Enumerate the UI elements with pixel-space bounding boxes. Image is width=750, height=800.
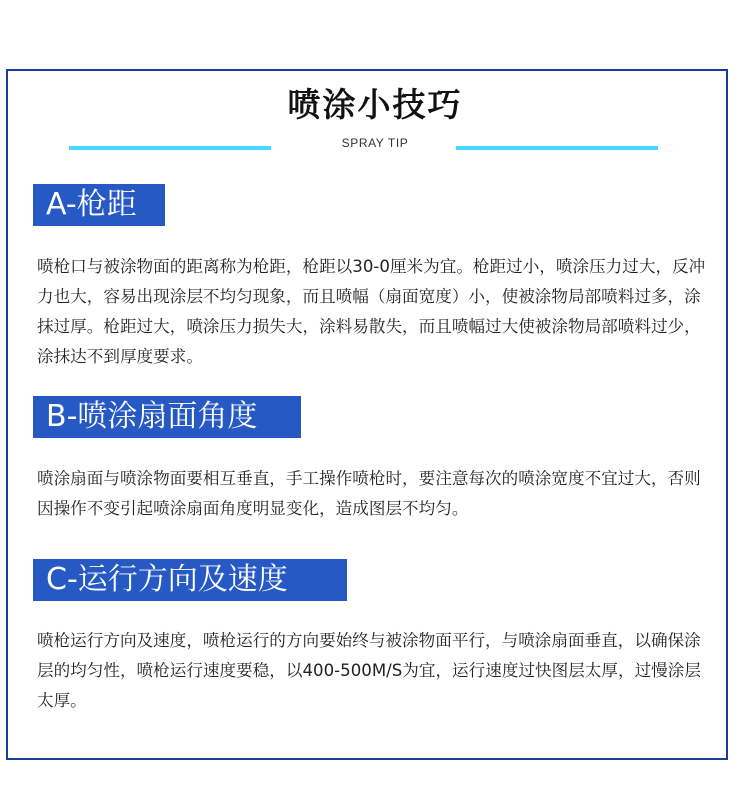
page-title: 喷涂小技巧 xyxy=(287,85,463,124)
section-body-c: 喷枪运行方向及速度，喷枪运行的方向要始终与被涂物面平行，与喷涂扇面垂直，以确保涂层的均匀性，喷枪运行速度要稳，以400-500M/S为宜，运行速度过快图层太厚，过慢涂层太厚。 xyxy=(37,631,701,710)
section-heading-a: A-枪距 xyxy=(33,184,165,226)
section-heading-b: B-喷涂扇面角度 xyxy=(33,396,301,438)
section-heading-c: C-运行方向及速度 xyxy=(33,559,347,601)
page-subtitle: SPRAY TIP xyxy=(341,136,409,150)
title-divider-right xyxy=(456,146,658,150)
section-body-a: 喷枪口与被涂物面的距离称为枪距，枪距以30-0厘米为宜。枪距过小，喷涂压力过大，反冲力也大，容易出现涂层不均匀现象，而且喷幅（扇面宽度）小，使被涂物局部喷料过多，涂抹过厚。枪距过大，喷涂压力损失大，涂料易散失，而且喷幅过大使被涂物局部喷料过少，涂抹达不到厚度要求。 xyxy=(37,257,706,366)
section-body-b: 喷涂扇面与喷涂物面要相互垂直，手工操作喷枪时，要注意每次的喷涂宽度不宜过大，否则因操作不变引起喷涂扇面角度明显变化，造成图层不均匀。 xyxy=(37,469,701,518)
